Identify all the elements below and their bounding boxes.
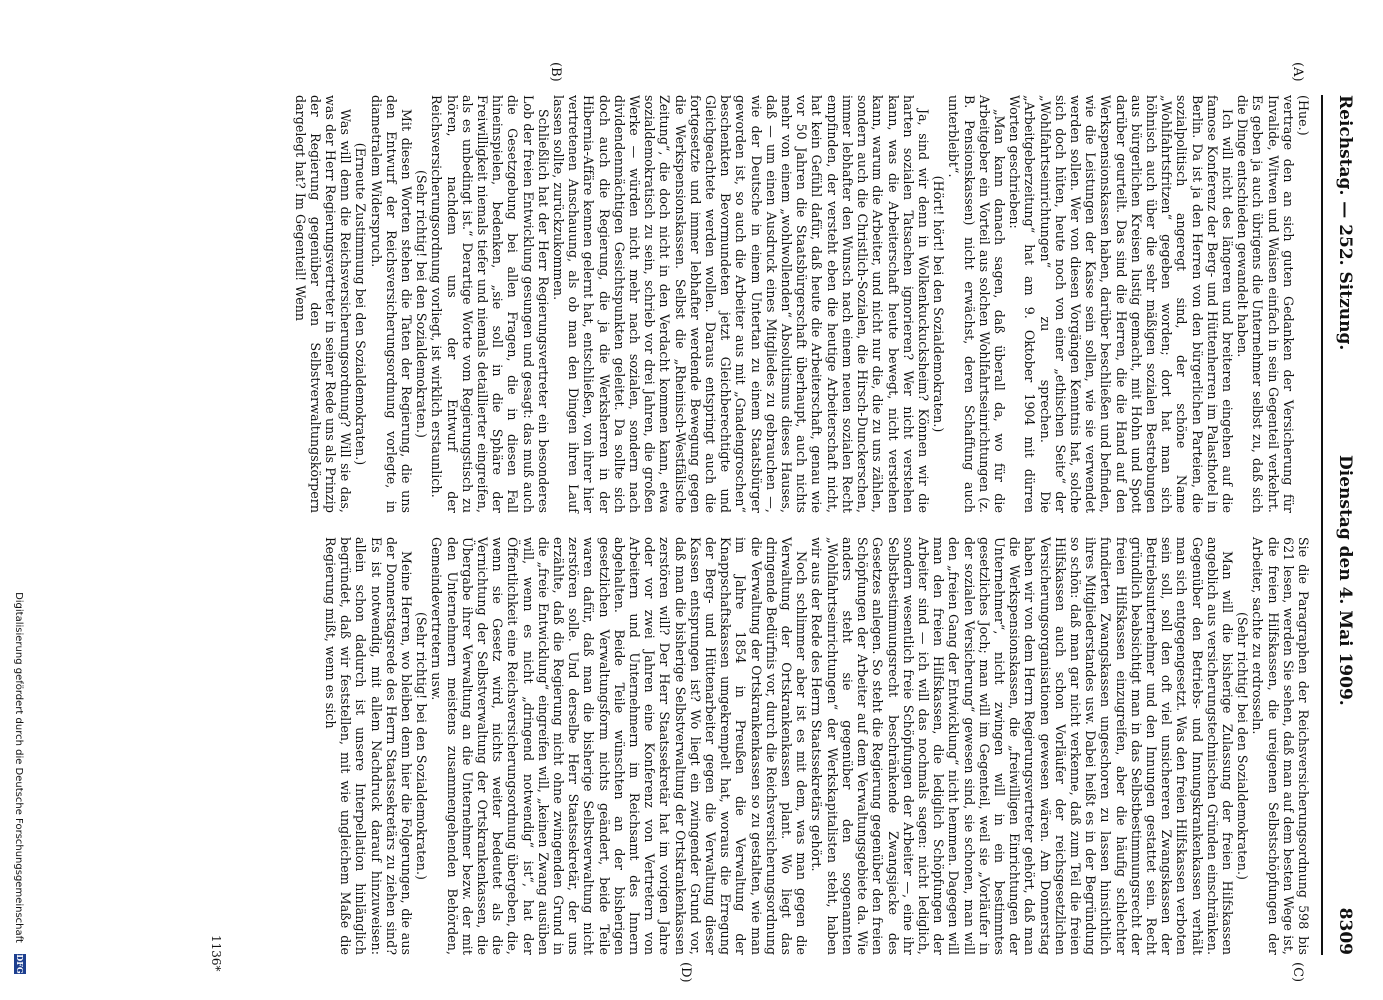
margin-marker-c: (C): [1290, 962, 1305, 983]
paragraph: Noch schlimmer aber ist es mit dem, was man gegen die Verwaltung der Ortskrankenkassen plant. Wo liegt das dringende Bedürfnis vor, durch die Reichsversicherungsordnung die Verwaltung der Ortskrankenkassen so zu gestalten, wie man im Jahre 1854 in Preußen die Verwaltung der Knappschaftskassen umgekrempelt hat, woraus die Erregung der Berg- und Hüttenarbeiter gegen die Verwaltung dieser Kassen entsprungen ist? Wo liegt ein zwingender Grund vor, daß man die bisherige Selbstverwaltung der Ortskrankenkassen zerstören will? Der Herr Staatssekretär hat im vorigen Jahre oder vor zwei Jahren eine Konferenz von Vertretern von Arbeitern und Unternehmern im Reichsamt des Innern abgehalten. Beide Teile wünschten an der bisherigen gesetzlichen Verwaltungsform nichts geändert, beide Teile waren dafür, daß man die bisherige Selbstverwaltung nicht zerstören solle. Und derselbe Herr Staatssekretär, der uns erzählte, daß die Regierung nicht ohne zwingenden Grund in die „freie Entwicklung“ eingreifen will, „keinen Zwang ausüben will, wenn es nicht „dringend notwendig“ ist“, hat der Öffentlichkeit eine Reichsversicherungsordnung übergeben, die, wenn sie Gesetz wird, nichts weiter bedeutet als die Vernichtung der Selbstverwaltung der Ortskrankenkassen, die Übergabe ihrer Verwaltung an die Unternehmer bezw. der mit den Unternehmern meistens zusammengehenden Behörden, Gemeindevertretern usw.: [429, 537, 810, 955]
left-column: [140, 95, 1311, 513]
page-number: 8309: [1335, 907, 1355, 955]
margin-marker-d: (D): [678, 962, 693, 983]
paragraph: Meine Herren, wo bleiben denn hier die Folgerungen, die aus der Donnerstagsrede des Herrn Staatssekretärs zu ziehen sind? Es ist notwendig, mit allem Nachdruck darauf hinzuweisen: allein schon dadurch ist unsere Interpellation hinlänglich begründet, daß wir feststellen, mit wie ungleichem Maße die Regierung mißt, wenn es sich: [323, 537, 415, 955]
header-rule: [1321, 95, 1323, 955]
paragraph: Was will denn die Reichsversicherungsordnung? Will sie das, was der Herr Regierungsvertreter in seiner Rede uns als Prinzip der Regierung gegenüber den Selbstverwaltungskörpern dargelegt hat? Im Gegenteil! Wenn: [292, 95, 354, 513]
paragraph: Schließlich hat der Herr Regierungsvertreter ein besonderes Lob der freien Entwicklung gesungen und gesagt: das muß auch die Gesetzgebung bei allen Fragen, die in diesen Fall hineinspielen, bedenken, „sie soll in die Sphäre der Freiwilligkeit niemals tiefer und niemals detaillierter eingreifen, als es unbedingt ist.“ Derartige Worte vom Regierungstisch zu hören, nachdem uns der Entwurf der Reichsversicherungsordnung vorliegt, ist wirklich erstaunlich.: [429, 95, 551, 513]
margin-marker-a: (A): [1290, 62, 1305, 82]
paragraph: Man will die bisherige Zulassung der freien Hilfskassen angeblich aus versicherungstechnischen Gründen einschränken. Gegenüber den Betriebs- und Innungskrankenkassen verhält man sich entgegengesetzt. Was den freien Hilfskassen verboten sein soll, soll den oft viel unsichereren Zwangskassen der Betriebsunternehmer und den Innungen gestattet sein. Recht gründlich beabsichtigt man in das Selbstbestimmungsrecht der freien Hilfskassen einzugreifen, aber die häufig schlechter fundierten Zwangskassen ungeschoren zu lassen hinsichtlich ihres Mitgliederstandes usw. Dabei heißt es in der Begründung so schön: daß man gar nicht verkenne, daß zum Teil die freien Hilfskassen auch schon Vorläufer der reichsgesetzlichen Versicherungsorganisationen gewesen wären. Am Donnerstag haben wir von dem Herrn Regierungsvertreter gehört, daß man die Werkspensionskassen, die „freiwilligen Einrichtungen der Unternehmer“, nicht zwingen will in ein bestimmtes gesetzliches Joch; man will im Gegenteil, weil sie „Vorläufer in der sozialen Versicherung“ gewesen sind, sie schonen, man will den „freien Gang der Entwicklung“ nicht hemmen. Dagegen will man den freien Hilfskassen, die lediglich Schöpfungen der Arbeiter sind — ich will das nochmals sagen: nicht lediglich, sondern wesentlich freie Schöpfungen der Arbeiter —, eine ihr Selbstbestimmungsrecht beschränkende Zwangsjacke des Gesetzes anlegen. So steht die Regierung gegenüber den freien Schöpfungen der Arbeiter auf dem Verwaltungsgebiete da. Wie anders steht sie gegenüber den sogenannten „Wohlfahrtseinrichtungen“ der Werkskapitalisten steht, haben wir aus der Rede des Herrn Staatssekretärs gehört.: [809, 537, 1235, 955]
interjection: (Sehr richtig! bei den Sozialdemokraten.): [414, 170, 430, 438]
page-header: [1327, 95, 1355, 955]
interjection: (Sehr richtig! bei den Sozialdemokraten.): [1235, 612, 1251, 880]
sheet-number: 1136*: [209, 935, 223, 972]
interjection: (Erneute Zustimmung bei den Sozialdemokraten.): [353, 142, 369, 466]
credit-text: Digitalisierung gefördert durch die Deutsche Forschungsgemeinschaft: [13, 592, 24, 943]
digitization-credit: [12, 592, 31, 974]
paragraph: Mit diesen Worten stehen die Taten der Regierung, die uns den Entwurf der Reichsversicherungsordnung vorlegte, in diametralem Widerspruch.: [368, 95, 415, 513]
paragraph: Ich will nicht des längeren und breiteren eingehen auf die famose Konferenz der Berg- und Hüttenherren im Palasthotel in Berlin. Da ist ja den Herren von den bürgerlichen Parteien, die sozialpolitisch angeregt sind, der schöne Name „Wohlfahrtsfritzen“ gegeben worden; dort hat man sich höhnisch auch über die sehr mäßigen sozialen Bestrebungen aus bürgerlichen Kreisen lustig gemacht, mit Hohn und Spott darüber geurteilt. Das sind die Herren, die die Hand auf den Werkspensionskassen haben, darüber beschließen und befinden, wie die Leistungen der Kasse sein sollen, wie sie verwendet werden sollen. Wer von diesen Vorgängen Kenntnis hat, solche sich doch hüten, heute noch von einer „ethischen Seite“ der „Wohlfahrtseinrichtungen“ zu sprechen. Die „Arbeitgeberzeitung“ hat am 9. Oktober 1904 mit dürren Worten geschrieben:: [1007, 95, 1235, 513]
margin-marker-b: (B): [548, 62, 563, 82]
paragraph: (Hue.): [1296, 95, 1311, 136]
right-column: [140, 537, 1311, 955]
interjection: (Hört! hört! bei den Sozialdemokraten.): [931, 175, 947, 433]
header-date: Dienstag den 4. Mai 1909.: [1335, 455, 1355, 706]
paragraph: Ja, sind wir denn in Wolkenkuckucksheim? Können wir die harten sozialen Tatsachen ignorieren? Wer nicht verstehen kann, was die Arbeiterschaft heute bewegt, nicht verstehen kann, warum die Arbeiter, und nicht nur die, die zu uns zählen, sondern auch die Christlich-Sozialen, die Hirsch-Dunckerschen, immer lebhafter den Wunsch nach einem neuen sozialen Recht empfinden, der versteht eben die heutige Arbeiterschaft nicht, hat kein Gefühl dafür, daß heute die Arbeiterschaft, genau wie vor 50 Jahren die Staatsbürgerschaft überhaupt, auch nichts mehr von einem „wohlwollenden“ Absolutismus dieses Hauses, daß — um einen Ausdruck eines Mitgliedes zu gebrauchen —, wie der Deutsche in einem Untertan zu einem Staatsbürger geworden ist, so auch die Arbeiter aus mit „Gnadengroschen“ beschenkten Bevormundeten jetzt Gleichberechtigte und Gleichgeachtete werden wollen. Daraus entspringt auch die fortgesetzte und immer lebhafter werdende Bewegung gegen die Werkspensionskassen. Selbst die „Rheinisch-Westfälische Zeitung“, die doch nicht in den Verdacht kommen kann, etwa sozialdemokratisch zu sein, schrieb vor drei Jahren, die großen Werke — würden nicht mehr nach sozialen, sondern nach dividendenmächtigen Gesichtspunkten geleitet. Da sollte sich doch auch die Regierung, die ja die Werksherren in der Hibernia-Affäre kennen gelernt hat, entschließen, von ihrer hier vertretenen Anschauung, als ob man den Dingen ihren Lauf lassen sollte, zurückzukommen.: [551, 95, 931, 513]
paragraph: „Man kann danach sagen, daß überall da, wo für die Arbeitgeber ein Vorteil aus solchen Wohlfahrtseinrichtungen (z. B. Pensionskassen) nicht erwächst, deren Schaffung auch unterbleibt“.: [946, 95, 1007, 513]
dfg-logo: DFG: [15, 954, 26, 974]
header-left: Reichstag. — 252. Sitzung.: [1335, 95, 1355, 351]
interjection: (Sehr richtig! bei den Sozialdemokraten.): [414, 612, 430, 880]
paragraph: vertrage den an sich guten Gedanken der Versicherung für Invalide, Witwen und Waisen einfach in sein Gegenteil verkehrt. Es geben ja auch übrigens die Unternehmer selbst zu, daß sich die Dinge entschieden gewandelt haben.: [1235, 95, 1296, 513]
paragraph: Sie die Paragraphen der Reichsversicherungsordnung 598 bis 621 lesen, werden Sie sehen, daß man auf dem besten Wege ist, die freien Hilfskassen, die ureigenen Selbstschöpfungen der Arbeiter, sachte zu erdrosseln.: [1250, 537, 1311, 955]
